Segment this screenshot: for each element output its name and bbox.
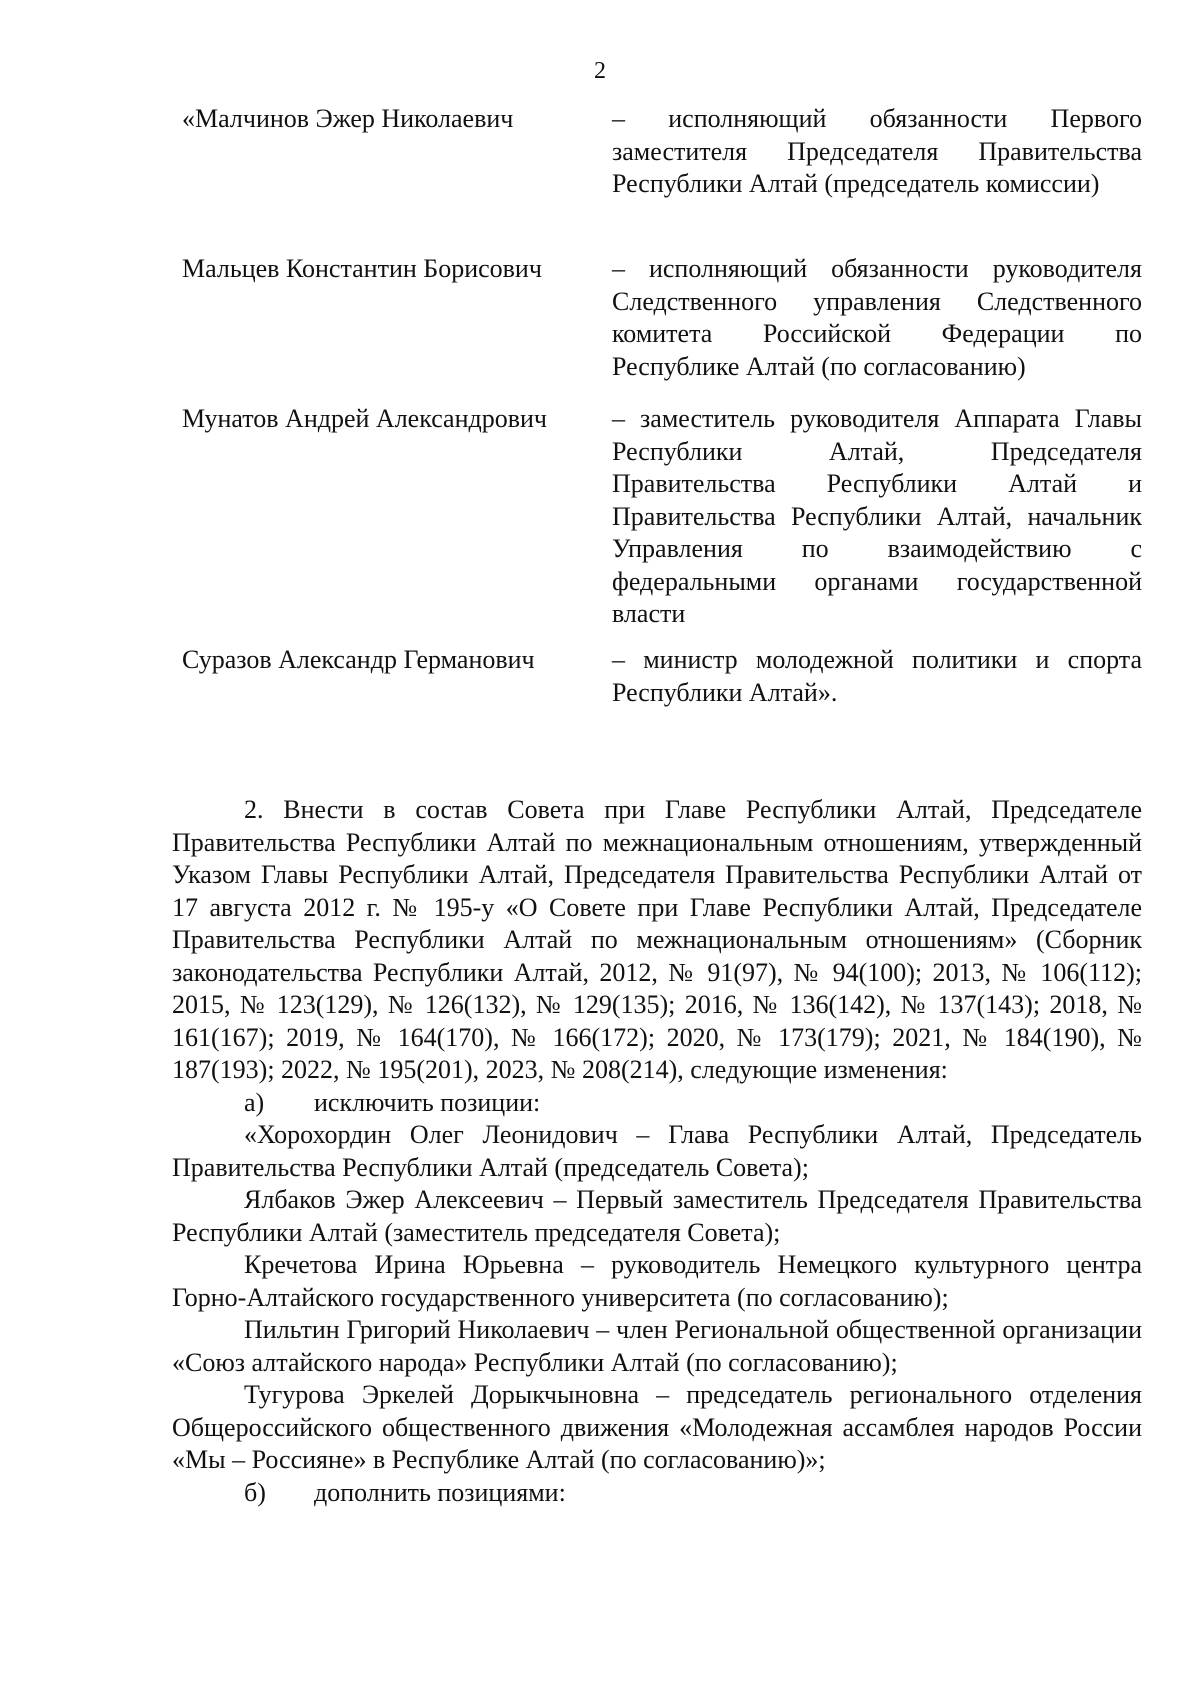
page-number: 2 [594,58,606,84]
member-role: – исполняющий обязанности руководителя Следственного управления Следственного комитета Российской Федерации по Республике Алтай (по согласованию) [612,254,1142,381]
excluded-position: Тугурова Эркелей Дорыкчыновна – председатель регионального отделения Общероссийского общественного движения «Молодежная ассамблея народов России «Мы – Россияне» в Республике Алтай (по согласованию)»; [172,1380,1142,1474]
item-b-text: дополнить позициями: [314,1477,566,1507]
member-name: «Малчинов Эжер Николаевич [182,104,514,133]
member-name: Мунатов Андрей Александрович [182,404,548,433]
item-a [172,1087,1142,1120]
item-b-marker: б) [244,1477,266,1507]
member-name: Суразов Александр Германович [182,645,535,674]
section-2-paragraph: 2. Внести в состав Совета при Главе Республики Алтай, Председателе Правительства Республики Алтай по межнациональным отношениям, утвержденный Указом Главы Республики Алтай, Председателя Правительства Республики Алтай от 17 августа 2012 г. № 195-у «О Совете при Главе Республики Алтай, Председателе Правительства Республики Алтай по межнациональным отношениям» (Сборник законодательства Республики Алтай, 2012, № 91(97), № 94(100); 2013, № 106(112); 2015, № 123(129), № 126(132), № 129(135); 2016, № 136(142), № 137(143); 2018, № 161(167); 2019, № 164(170), № 166(172); 2020, № 173(179); 2021, № 184(190), № 187(193); 2022, № 195(201), 2023, № 208(214), следующие изменения: [172,795,1142,1084]
item-a-marker: а) [244,1087,265,1117]
member-role: – исполняющий обязанности Первого заместителя Председателя Правительства Республики Алтай (председатель комиссии) [612,104,1142,198]
excluded-position: «Хорохордин Олег Леонидович – Глава Республики Алтай, Председатель Правительства Республики Алтай (председатель Совета); [172,1120,1142,1182]
member-role: – заместитель руководителя Аппарата Главы Республики Алтай, Председателя Правительства Республики Алтай и Правительства Республики Алтай, начальник Управления по взаимодействию с федеральными органами государственной власти [612,404,1142,628]
excluded-position: Ялбаков Эжер Алексеевич – Первый заместитель Председателя Правительства Республики Алтай (заместитель председателя Совета); [172,1185,1142,1247]
item-a-text: исключить позиции: [314,1087,541,1117]
item-b [172,1477,1142,1510]
member-name: Мальцев Константин Борисович [182,254,542,283]
excluded-position: Кречетова Ирина Юрьевна – руководитель Немецкого культурного центра Горно-Алтайского государственного университета (по согласованию); [172,1250,1142,1312]
member-role: – министр молодежной политики и спорта Республики Алтай». [612,645,1142,707]
excluded-position: Пильтин Григорий Николаевич – член Региональной общественной организации «Союз алтайского народа» Республики Алтай (по согласованию); [172,1315,1142,1377]
section-2 [172,794,1142,1509]
